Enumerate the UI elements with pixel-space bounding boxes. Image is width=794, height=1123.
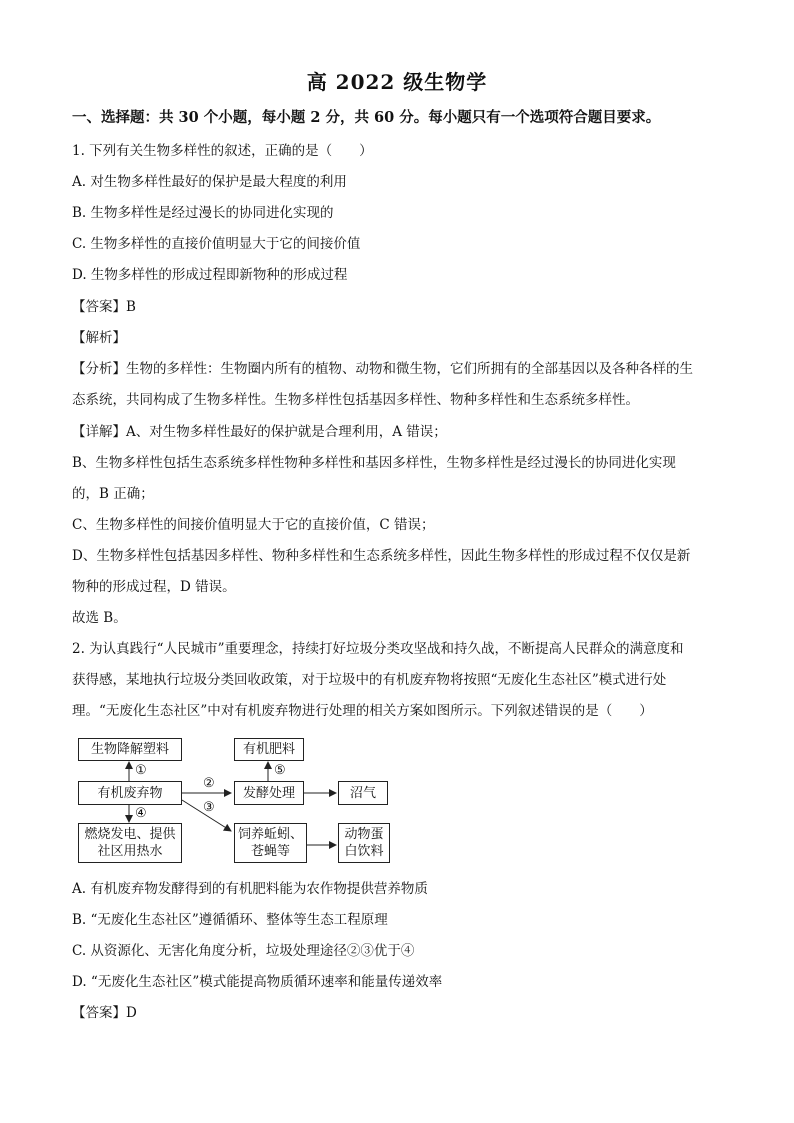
- q1-detail-line: D、生物多样性包括基因多样性、物种多样性和生态系统多样性，因此生物多样性的形成过程不仅仅是新: [72, 548, 691, 564]
- q1-analysis-line: 【分析】生物的多样性：生物圈内所有的植物、动物和微生物，它们所拥有的全部基因以及各种各样的生: [72, 361, 693, 377]
- q1-stem: 1. 下列有关生物多样性的叙述，正确的是（ ）: [72, 143, 373, 159]
- box-biogas: 沼气: [338, 781, 388, 805]
- q1-option-a: A. 对生物多样性最好的保护是最大程度的利用: [72, 174, 347, 190]
- box-animal-protein: [338, 823, 390, 863]
- box-feed-line1: 饲养蚯蚓、: [237, 827, 303, 842]
- q2-stem-line: 2. 为认真践行“人民城市”重要理念，持续打好垃圾分类攻坚战和持久战，不断提高人民群众的满意度和: [72, 641, 684, 657]
- q1-detail-line: 【详解】A、对生物多样性最好的保护就是合理利用，A 错误；: [72, 424, 447, 440]
- box-biodegradable-plastic: 生物降解塑料: [78, 738, 182, 761]
- q1-analysis-line: 态系统，共同构成了生物多样性。生物多样性包括基因多样性、物种多样性和生态系统多样性。: [72, 392, 639, 408]
- q1-analysis-label: 【解析】: [72, 330, 126, 346]
- q1-option-d: D. 生物多样性的形成过程即新物种的形成过程: [72, 267, 348, 283]
- q1-conclusion: 故选 B。: [72, 610, 127, 626]
- q1-detail-line: 的，B 正确；: [72, 486, 154, 502]
- box-organic-waste: 有机废弃物: [78, 781, 182, 805]
- path-label-1: ①: [135, 763, 147, 778]
- q2-stem-line: 获得感，某地执行垃圾分类回收政策，对于垃圾中的有机废弃物将按照“无废化生态社区”模式进行处: [72, 672, 667, 688]
- path-label-4: ④: [135, 806, 147, 821]
- box-protein-line2: 白饮料: [344, 844, 384, 859]
- box-incineration-line1: 燃烧发电、提供: [84, 827, 176, 842]
- q2-option-a: A. 有机废弃物发酵得到的有机肥料能为农作物提供营养物质: [72, 881, 428, 897]
- q1-detail-line: B、生物多样性包括生态系统多样性物种多样性和基因多样性，生物多样性是经过漫长的协同进化实现: [72, 455, 676, 471]
- q1-detail-line: C、生物多样性的间接价值明显大于它的直接价值，C 错误；: [72, 517, 435, 533]
- q1-answer: 【答案】B: [72, 299, 136, 315]
- page-title: 高 2022 级生物学: [306, 70, 488, 94]
- q1-option-c: C. 生物多样性的直接价值明显大于它的间接价值: [72, 236, 361, 252]
- q2-answer: 【答案】D: [72, 1005, 137, 1021]
- box-incineration-line2: 社区用热水: [97, 844, 163, 859]
- path-label-3: ③: [203, 800, 215, 815]
- box-feed-worms: [234, 823, 307, 863]
- q2-option-d: D. “无废化生态社区”模式能提高物质循环速率和能量传递效率: [72, 974, 443, 990]
- q1-detail-line: 物种的形成过程，D 错误。: [72, 579, 236, 595]
- path-label-2: ②: [203, 776, 215, 791]
- q2-option-b: B. “无废化生态社区”遵循循环、整体等生态工程原理: [72, 912, 388, 928]
- section-heading: 一、选择题：共 30 个小题，每小题 2 分，共 60 分。每小题只有一个选项符合题目要求。: [72, 109, 661, 126]
- box-protein-line1: 动物蛋: [344, 827, 384, 842]
- box-feed-line2: 苍蝇等: [250, 844, 290, 859]
- box-fermentation: 发酵处理: [234, 781, 304, 805]
- q2-option-c: C. 从资源化、无害化角度分析，垃圾处理途径②③优于④: [72, 943, 415, 959]
- box-organic-fertilizer: 有机肥料: [234, 738, 304, 761]
- q2-stem-line: 理。“无废化生态社区”中对有机废弃物进行处理的相关方案如图所示。下列叙述错误的是（ ）: [72, 703, 653, 719]
- path-label-5: ⑤: [274, 763, 286, 778]
- box-incineration: [78, 823, 182, 863]
- q1-option-b: B. 生物多样性是经过漫长的协同进化实现的: [72, 205, 334, 221]
